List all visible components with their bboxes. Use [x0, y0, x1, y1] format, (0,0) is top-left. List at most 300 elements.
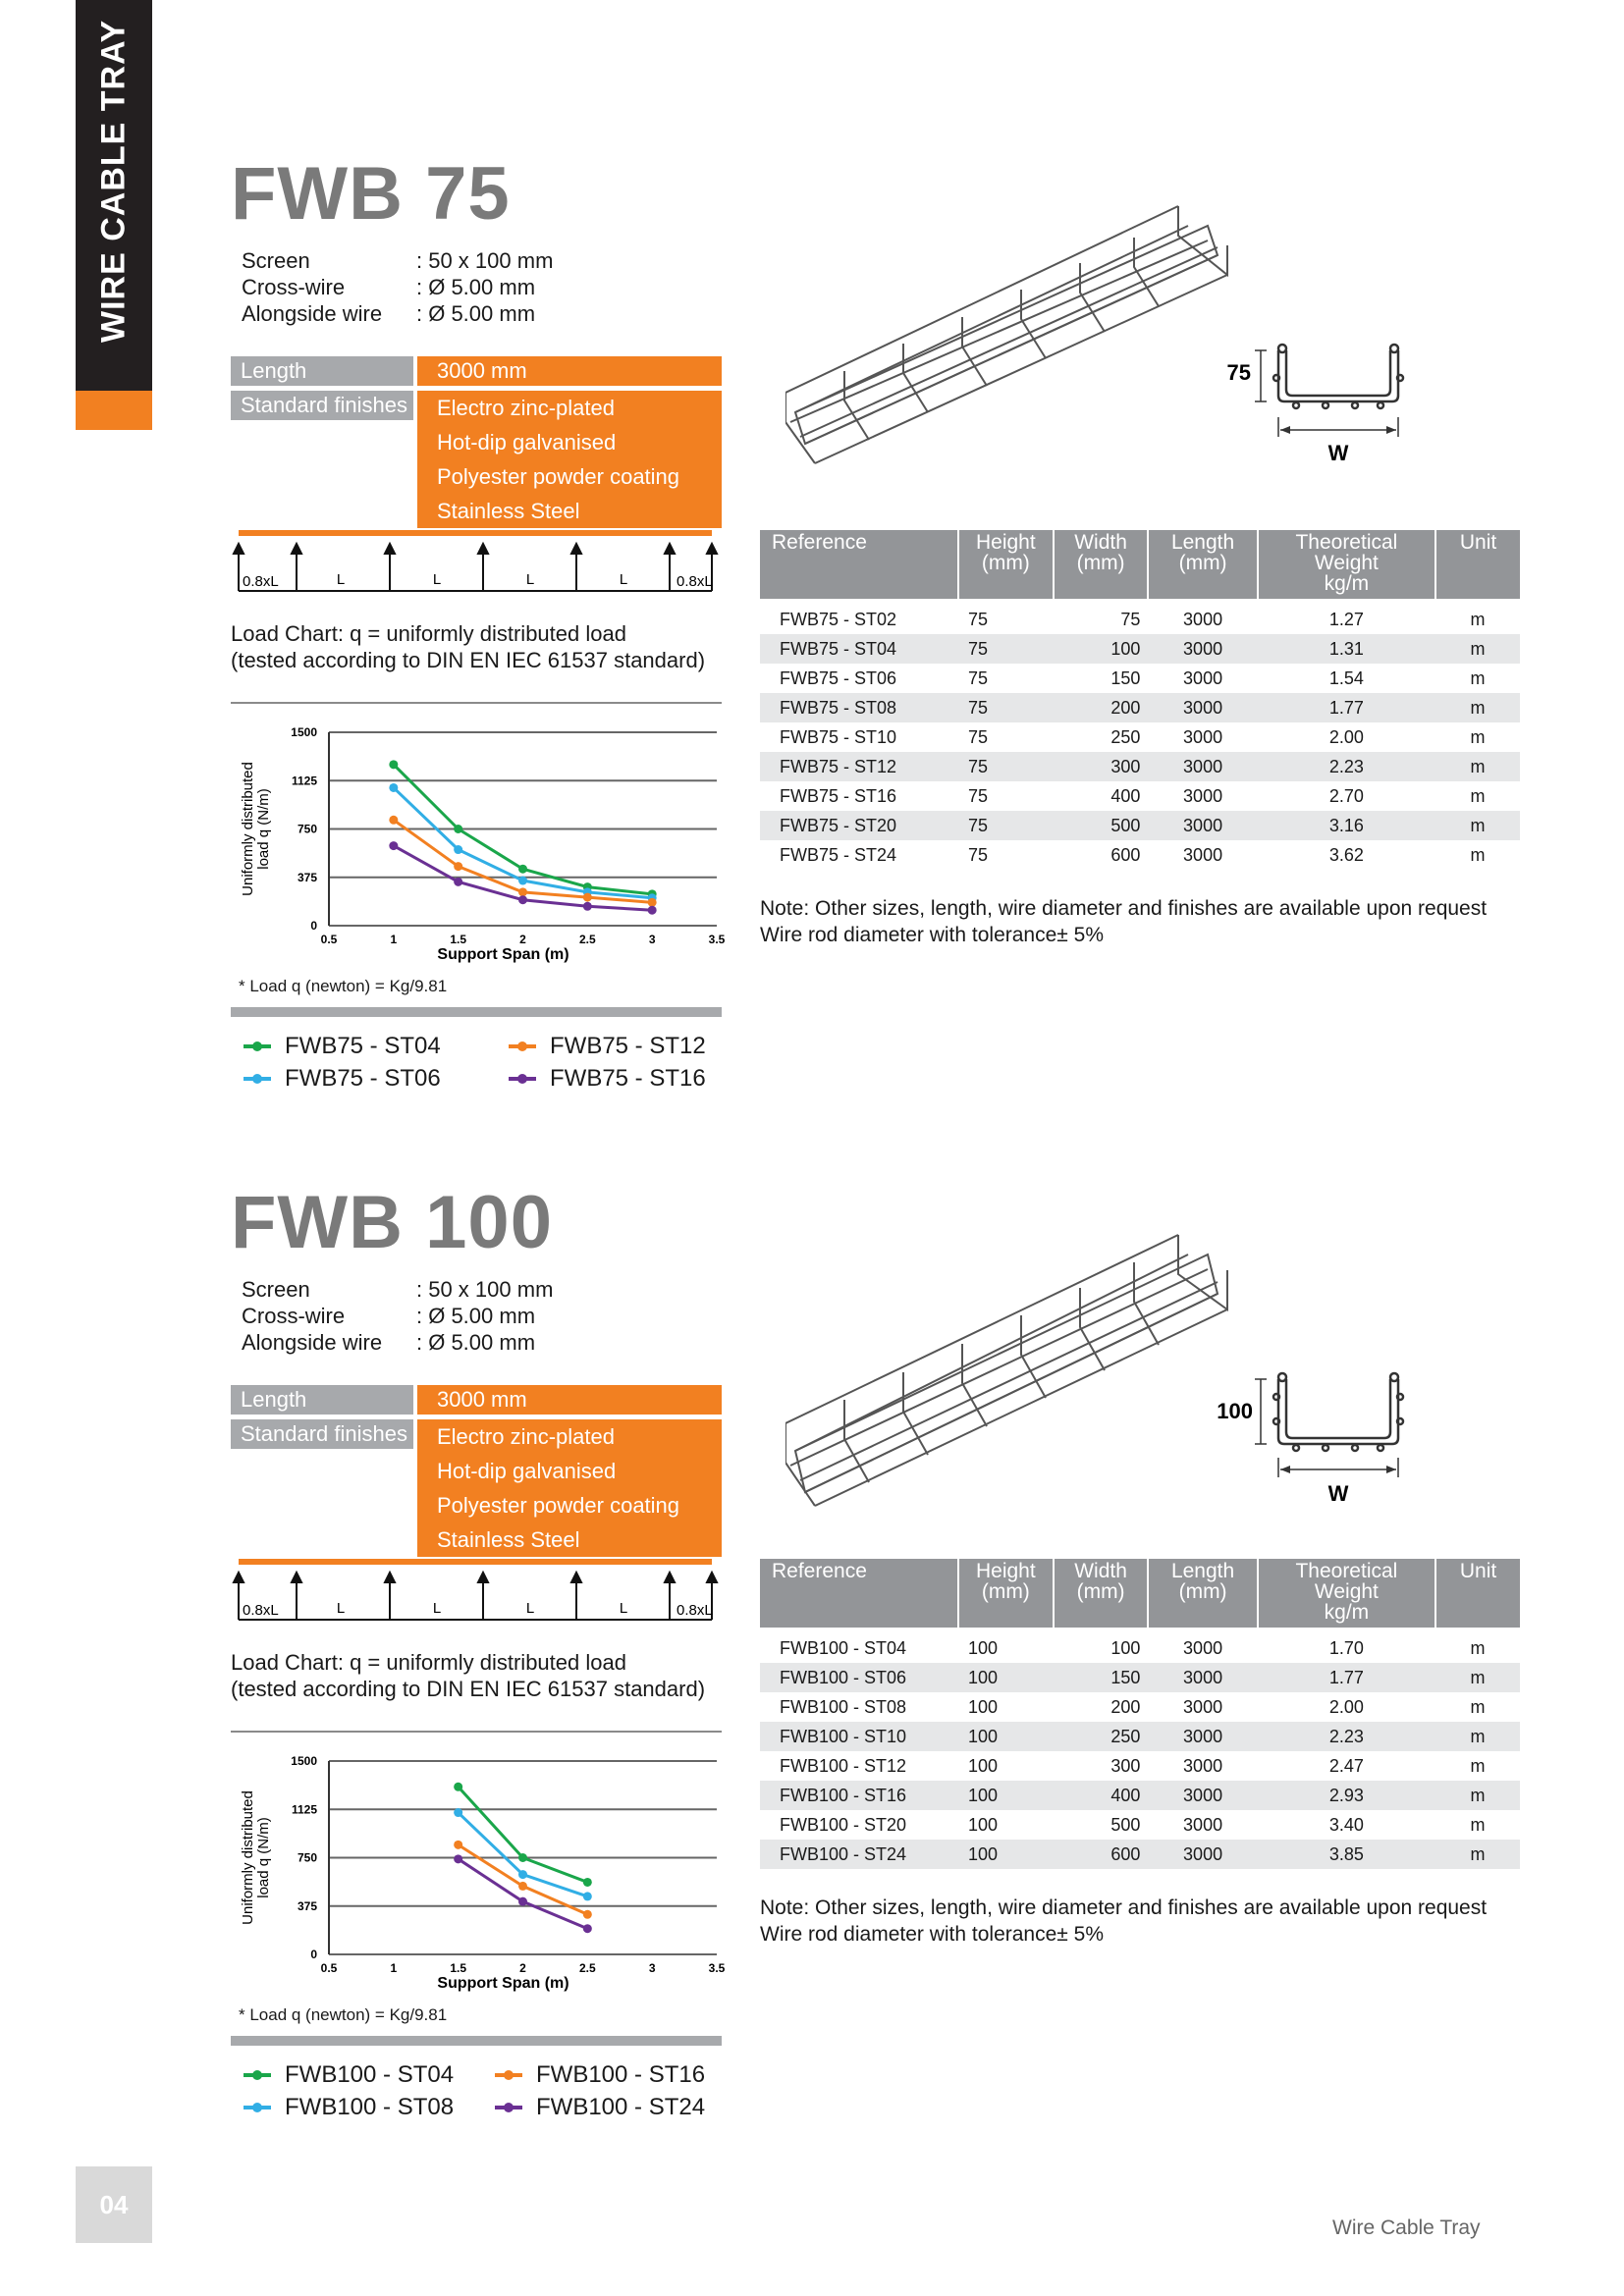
legend-label: FWB100 - ST16	[536, 2061, 706, 2088]
header-line: Reference	[772, 1560, 867, 1582]
finishes-label: Standard finishes	[231, 391, 413, 420]
legend-label: FWB75 - ST12	[550, 1033, 706, 1059]
data-point	[518, 865, 527, 874]
data-point	[454, 1808, 462, 1817]
reference-table	[760, 1559, 1520, 1869]
table-cell: 1.70	[1328, 1637, 1364, 1658]
spec-row	[242, 300, 553, 327]
spec-list	[242, 1276, 553, 1356]
page-number: 04	[76, 2166, 152, 2243]
table-cell: 2.23	[1258, 752, 1435, 781]
y-tick-label: 1500	[291, 725, 317, 739]
table-cell: 400	[1054, 1781, 1149, 1810]
series-line	[459, 1859, 588, 1929]
table-row	[760, 722, 1520, 752]
table-cell: m	[1435, 1781, 1520, 1810]
table-cell: 3000	[1148, 1722, 1257, 1751]
length-value: 3000 mm	[417, 1385, 722, 1415]
table-cell: 3000	[1183, 785, 1223, 806]
load-caption-line: Load Chart: q = uniformly distributed load	[231, 621, 626, 646]
spec-value: : Ø 5.00 mm	[416, 275, 536, 299]
table-cell: FWB100 - ST06	[760, 1663, 958, 1692]
table-cell: FWB75 - ST16	[780, 785, 897, 806]
data-point	[518, 887, 527, 896]
table-cell: 1.77	[1258, 693, 1435, 722]
data-point	[583, 893, 592, 902]
finish-item: Polyester powder coating	[437, 1493, 680, 1518]
table-header-row	[760, 530, 1520, 599]
legend-marker	[244, 1077, 271, 1081]
chart-legend	[244, 1031, 754, 1094]
data-point	[454, 862, 462, 871]
legend-marker	[244, 2073, 271, 2077]
y-tick-label: 1500	[291, 1754, 317, 1768]
data-point	[518, 1853, 527, 1862]
x-tick-label: 3.5	[708, 1961, 726, 1975]
load-chart	[231, 715, 741, 975]
table-cell: 2.93	[1258, 1781, 1435, 1810]
table-row	[760, 752, 1520, 781]
table-cell: FWB100 - ST24	[760, 1840, 958, 1869]
table-cell: 200	[1110, 1696, 1141, 1717]
table-cell: 2.70	[1328, 785, 1364, 806]
header-line: Width	[1074, 531, 1127, 554]
y-axis-label	[240, 762, 272, 896]
note-line: Note: Other sizes, length, wire diameter and finishes are available upon request	[760, 897, 1488, 920]
table-cell: FWB75 - ST20	[760, 811, 958, 840]
data-point	[454, 1854, 462, 1863]
data-point	[389, 841, 398, 850]
header-line: Length	[1170, 531, 1235, 554]
finishes-list	[417, 1419, 722, 1557]
span-end-label: 0.8xL	[243, 573, 279, 590]
finish-item: Hot-dip galvanised	[437, 430, 617, 454]
legend-item	[244, 2092, 454, 2123]
table-cell: 75	[967, 609, 988, 629]
table-header-cell	[1054, 1559, 1149, 1628]
y-tick-label: 1125	[291, 774, 317, 788]
side-tab-label: WIRE CABLE TRAY	[94, 20, 133, 344]
table-cell: 250	[1110, 726, 1141, 747]
table-cell: FWB100 - ST04	[780, 1637, 907, 1658]
spec-row	[242, 247, 553, 274]
data-point	[454, 1783, 462, 1791]
span-label: L	[619, 1600, 628, 1617]
header-line: Height	[975, 1560, 1036, 1582]
table-cell: 3000	[1183, 1814, 1223, 1835]
legend-item	[509, 1063, 706, 1095]
data-point	[518, 877, 527, 885]
table-header-row	[760, 1559, 1520, 1628]
x-tick-label: 1.5	[450, 933, 467, 946]
table-cell: 75	[967, 844, 988, 865]
legend-marker	[509, 1077, 536, 1081]
span-label: L	[336, 1600, 346, 1617]
table-cell: 3000	[1148, 1781, 1257, 1810]
spec-label: Alongside wire	[242, 1330, 383, 1355]
header-line: (mm)	[981, 552, 1030, 574]
table-cell: 75	[958, 811, 1054, 840]
table-cell: 3000	[1148, 1663, 1257, 1692]
table-cell: m	[1435, 1840, 1520, 1869]
table-cell: FWB75 - ST12	[760, 752, 958, 781]
spec-row	[242, 1329, 553, 1356]
reference-table	[760, 530, 1520, 870]
load-chart	[231, 1743, 741, 2003]
table-cell: m	[1435, 811, 1520, 840]
table-cell: 300	[1054, 752, 1149, 781]
span-label: L	[525, 571, 535, 588]
data-point	[648, 898, 657, 907]
note-line: Wire rod diameter with tolerance± 5%	[760, 924, 1104, 946]
load-caption-line: (tested according to DIN EN IEC 61537 standard)	[231, 648, 706, 672]
data-point	[518, 1882, 527, 1891]
header-line: Theoretical Weight	[1295, 1560, 1398, 1603]
load-caption	[231, 620, 705, 673]
table-cell: 3000	[1148, 752, 1257, 781]
load-caption	[231, 1649, 705, 1702]
table-cell: FWB100 - ST20	[780, 1814, 907, 1835]
table-header-cell	[1148, 1559, 1257, 1628]
spec-value: : 50 x 100 mm	[416, 248, 554, 273]
finishes-label: Standard finishes	[231, 1419, 413, 1449]
table-cell: m	[1470, 1755, 1486, 1776]
wire-tray-illustration	[785, 187, 1237, 471]
table-cell: FWB100 - ST10	[760, 1722, 958, 1751]
chart-note: * Load q (newton) = Kg/9.81	[239, 977, 448, 995]
span-label: L	[336, 571, 346, 588]
table-cell: 500	[1054, 811, 1149, 840]
table-cell: FWB100 - ST16	[760, 1781, 958, 1810]
span-label: L	[432, 1600, 442, 1617]
table-cell: FWB100 - ST08	[780, 1696, 907, 1717]
header-line: kg/m	[1324, 1601, 1370, 1624]
header-line: kg/m	[1324, 572, 1370, 595]
footer-title: Wire Cable Tray	[1332, 2216, 1481, 2239]
table-cell: 3000	[1148, 1840, 1257, 1869]
table-cell: m	[1435, 634, 1520, 664]
table-header-cell	[1258, 530, 1435, 599]
header-line: (mm)	[1178, 1580, 1227, 1603]
span-end-label: 0.8xL	[677, 573, 713, 590]
table-cell: 75	[967, 726, 988, 747]
table-cell: 3.62	[1328, 844, 1364, 865]
table-cell: 100	[958, 1781, 1054, 1810]
header-line: Height	[975, 531, 1036, 554]
spec-label: Cross-wire	[242, 1304, 346, 1328]
finish-item: Electro zinc-plated	[437, 396, 615, 420]
legend-label: FWB75 - ST16	[550, 1065, 706, 1092]
x-tick-label: 1.5	[450, 1961, 467, 1975]
y-tick-label: 0	[310, 1948, 317, 1961]
table-cell: 100	[958, 1663, 1054, 1692]
length-label: Length	[231, 1385, 413, 1415]
table-cell: 1.77	[1258, 1663, 1435, 1692]
table-cell: m	[1470, 1814, 1486, 1835]
availability-note	[760, 895, 1487, 948]
table-cell: 3.85	[1258, 1840, 1435, 1869]
finish-item: Stainless Steel	[437, 499, 580, 523]
table-cell: 1.27	[1328, 609, 1364, 629]
table-row	[760, 1751, 1520, 1781]
length-value: 3000 mm	[417, 356, 722, 386]
y-tick-label: 750	[297, 1850, 317, 1865]
table-row	[760, 1840, 1520, 1869]
table-cell: 3.16	[1258, 811, 1435, 840]
span-label: L	[525, 1600, 535, 1617]
table-cell: 75	[967, 667, 988, 688]
spec-row	[242, 274, 553, 300]
table-cell: FWB100 - ST12	[780, 1755, 907, 1776]
spec-value: : Ø 5.00 mm	[416, 1304, 536, 1328]
finish-table	[231, 356, 722, 531]
y-axis-label	[240, 1790, 272, 1925]
chart-rule	[231, 2036, 722, 2046]
table-cell: 3000	[1183, 726, 1223, 747]
finish-item: Hot-dip galvanised	[437, 1459, 617, 1483]
wire-tray-illustration	[785, 1215, 1237, 1510]
table-cell: 600	[1110, 844, 1141, 865]
chart-rule	[231, 702, 722, 704]
width-dimension-label: W	[1327, 1481, 1349, 1506]
header-line: (mm)	[1076, 1580, 1125, 1603]
table-row	[760, 811, 1520, 840]
table-header-cell	[760, 530, 958, 599]
data-point	[454, 878, 462, 886]
data-point	[454, 845, 462, 854]
x-tick-label: 2	[519, 933, 526, 946]
y-axis-label-line: Uniformly distributed	[240, 1790, 256, 1925]
table-cell: m	[1470, 726, 1486, 747]
table-cell: 2.00	[1328, 726, 1364, 747]
table-cell: 2.00	[1328, 1696, 1364, 1717]
spec-row	[242, 1276, 553, 1303]
table-cell: 100	[958, 1722, 1054, 1751]
table-cell: 75	[958, 634, 1054, 664]
x-tick-label: 3.5	[708, 933, 726, 946]
table-row	[760, 1628, 1520, 1663]
table-row	[760, 1810, 1520, 1840]
table-cell: 150	[1110, 667, 1141, 688]
table-cell: 1.54	[1328, 667, 1364, 688]
legend-item	[244, 1031, 441, 1062]
length-label: Length	[231, 356, 413, 386]
table-header-cell	[1258, 1559, 1435, 1628]
table-cell: 3000	[1183, 1637, 1223, 1658]
data-point	[454, 1841, 462, 1849]
legend-label: FWB75 - ST04	[285, 1033, 441, 1059]
finish-item: Polyester powder coating	[437, 464, 680, 489]
x-tick-label: 0.5	[320, 1961, 338, 1975]
table-cell: FWB75 - ST02	[780, 609, 897, 629]
table-row	[760, 1722, 1520, 1751]
legend-label: FWB100 - ST04	[285, 2061, 455, 2088]
y-tick-label: 0	[310, 919, 317, 933]
table-row	[760, 664, 1520, 693]
load-caption-line: (tested according to DIN EN IEC 61537 standard)	[231, 1677, 706, 1701]
section-title: FWB 75	[231, 152, 511, 236]
data-point	[389, 760, 398, 769]
table-cell: m	[1470, 609, 1486, 629]
table-cell: 3000	[1148, 811, 1257, 840]
header-line: Unit	[1459, 531, 1497, 554]
table-cell: FWB75 - ST04	[760, 634, 958, 664]
table-header-cell	[760, 1559, 958, 1628]
legend-item	[495, 2092, 705, 2123]
data-point	[454, 825, 462, 833]
spec-row	[242, 1303, 553, 1329]
header-line: Theoretical Weight	[1295, 531, 1398, 574]
table-cell: 3000	[1148, 634, 1257, 664]
legend-marker	[509, 1044, 536, 1048]
table-cell: 300	[1110, 1755, 1141, 1776]
table-cell: m	[1470, 785, 1486, 806]
table-header-cell	[958, 530, 1054, 599]
legend-label: FWB100 - ST24	[536, 2094, 706, 2120]
data-point	[583, 1924, 592, 1933]
table-cell: 75	[967, 785, 988, 806]
data-point	[583, 1878, 592, 1887]
x-tick-label: 3	[648, 933, 656, 946]
table-cell: 3000	[1183, 1755, 1223, 1776]
span-end-label: 0.8xL	[677, 1602, 713, 1619]
chart-note: * Load q (newton) = Kg/9.81	[239, 2005, 448, 2024]
table-cell: FWB75 - ST10	[780, 726, 897, 747]
cross-section-illustration	[1208, 1367, 1443, 1515]
y-tick-label: 1125	[291, 1802, 317, 1817]
height-dimension-label: 100	[1217, 1399, 1253, 1423]
product-section-fwb100	[0, 1181, 1624, 2216]
y-tick-label: 750	[297, 822, 317, 836]
data-point	[583, 1892, 592, 1900]
table-row	[760, 1663, 1520, 1692]
table-cell: 75	[1120, 609, 1141, 629]
table-row	[760, 599, 1520, 634]
table-row	[760, 781, 1520, 811]
load-span-diagram	[231, 530, 722, 599]
table-cell: 250	[1054, 1722, 1149, 1751]
table-header-cell	[1435, 1559, 1520, 1628]
table-cell: 100	[967, 1755, 998, 1776]
header-line: Width	[1074, 1560, 1127, 1582]
y-tick-label: 375	[297, 1898, 317, 1913]
spec-label: Alongside wire	[242, 301, 383, 326]
y-axis-label-line: Uniformly distributed	[240, 762, 256, 896]
legend-item	[495, 2059, 705, 2091]
x-tick-label: 2.5	[578, 1961, 596, 1975]
table-cell: 2.23	[1258, 1722, 1435, 1751]
span-label: L	[432, 571, 442, 588]
header-line: (mm)	[981, 1580, 1030, 1603]
table-row	[760, 840, 1520, 870]
note-line: Wire rod diameter with tolerance± 5%	[760, 1923, 1104, 1946]
table-cell: 75	[958, 752, 1054, 781]
spec-label: Cross-wire	[242, 275, 346, 299]
x-tick-label: 2.5	[578, 933, 596, 946]
legend-item	[244, 2059, 454, 2091]
data-point	[518, 895, 527, 904]
table-cell: m	[1435, 1663, 1520, 1692]
table-row	[760, 693, 1520, 722]
table-cell: 3.40	[1328, 1814, 1364, 1835]
x-tick-label: 1	[390, 1961, 398, 1975]
height-dimension-label: 75	[1226, 360, 1251, 385]
x-axis-label: Support Span (m)	[437, 946, 569, 963]
header-line: (mm)	[1076, 552, 1125, 574]
table-cell: 200	[1054, 693, 1149, 722]
finishes-list	[417, 391, 722, 528]
data-point	[518, 1897, 527, 1906]
table-cell: 3000	[1183, 844, 1223, 865]
table-cell: 2.47	[1328, 1755, 1364, 1776]
table-cell: m	[1470, 844, 1486, 865]
legend-item	[244, 1063, 441, 1095]
table-row	[760, 1781, 1520, 1810]
availability-note	[760, 1895, 1487, 1948]
table-cell: 3000	[1183, 609, 1223, 629]
data-point	[389, 816, 398, 825]
table-header-cell	[958, 1559, 1054, 1628]
data-point	[648, 906, 657, 915]
table-cell: 75	[958, 693, 1054, 722]
table-cell: m	[1470, 1696, 1486, 1717]
y-tick-label: 375	[297, 870, 317, 884]
x-tick-label: 0.5	[320, 933, 338, 946]
header-line: (mm)	[1178, 552, 1227, 574]
spec-label: Screen	[242, 248, 310, 273]
legend-marker	[244, 2106, 271, 2109]
table-cell: FWB75 - ST06	[780, 667, 897, 688]
table-cell: 100	[958, 1840, 1054, 1869]
table-cell: 100	[1110, 1637, 1141, 1658]
table-cell: 3000	[1183, 1696, 1223, 1717]
table-cell: 1.31	[1258, 634, 1435, 664]
table-row	[760, 634, 1520, 664]
spec-value: : 50 x 100 mm	[416, 1277, 554, 1302]
load-caption-line: Load Chart: q = uniformly distributed load	[231, 1650, 626, 1675]
x-tick-label: 2	[519, 1961, 526, 1975]
y-axis-label-line: load q (N/m)	[255, 1817, 272, 1898]
legend-item	[509, 1031, 706, 1062]
table-cell: 150	[1054, 1663, 1149, 1692]
table-cell: 100	[1054, 634, 1149, 664]
table-header-cell	[1148, 530, 1257, 599]
table-cell: 3000	[1148, 693, 1257, 722]
table-cell: 500	[1110, 1814, 1141, 1835]
legend-label: FWB100 - ST08	[285, 2094, 455, 2120]
spec-list	[242, 247, 553, 327]
table-cell: 3000	[1183, 667, 1223, 688]
product-section-fwb75	[0, 152, 1624, 1188]
header-line: Unit	[1459, 1560, 1497, 1582]
section-title: FWB 100	[231, 1181, 553, 1264]
table-cell: 100	[967, 1814, 998, 1835]
data-point	[583, 1910, 592, 1919]
table-cell: FWB75 - ST08	[760, 693, 958, 722]
table-cell: 100	[967, 1637, 998, 1658]
finish-table	[231, 1385, 722, 1560]
finish-item: Stainless Steel	[437, 1527, 580, 1552]
table-header-cell	[1054, 530, 1149, 599]
table-cell: 100	[967, 1696, 998, 1717]
chart-rule	[231, 1731, 722, 1733]
x-tick-label: 1	[390, 933, 398, 946]
finish-item: Electro zinc-plated	[437, 1424, 615, 1449]
span-label: L	[619, 571, 628, 588]
width-dimension-label: W	[1327, 441, 1349, 465]
table-cell: 600	[1054, 1840, 1149, 1869]
table-cell: m	[1470, 1637, 1486, 1658]
